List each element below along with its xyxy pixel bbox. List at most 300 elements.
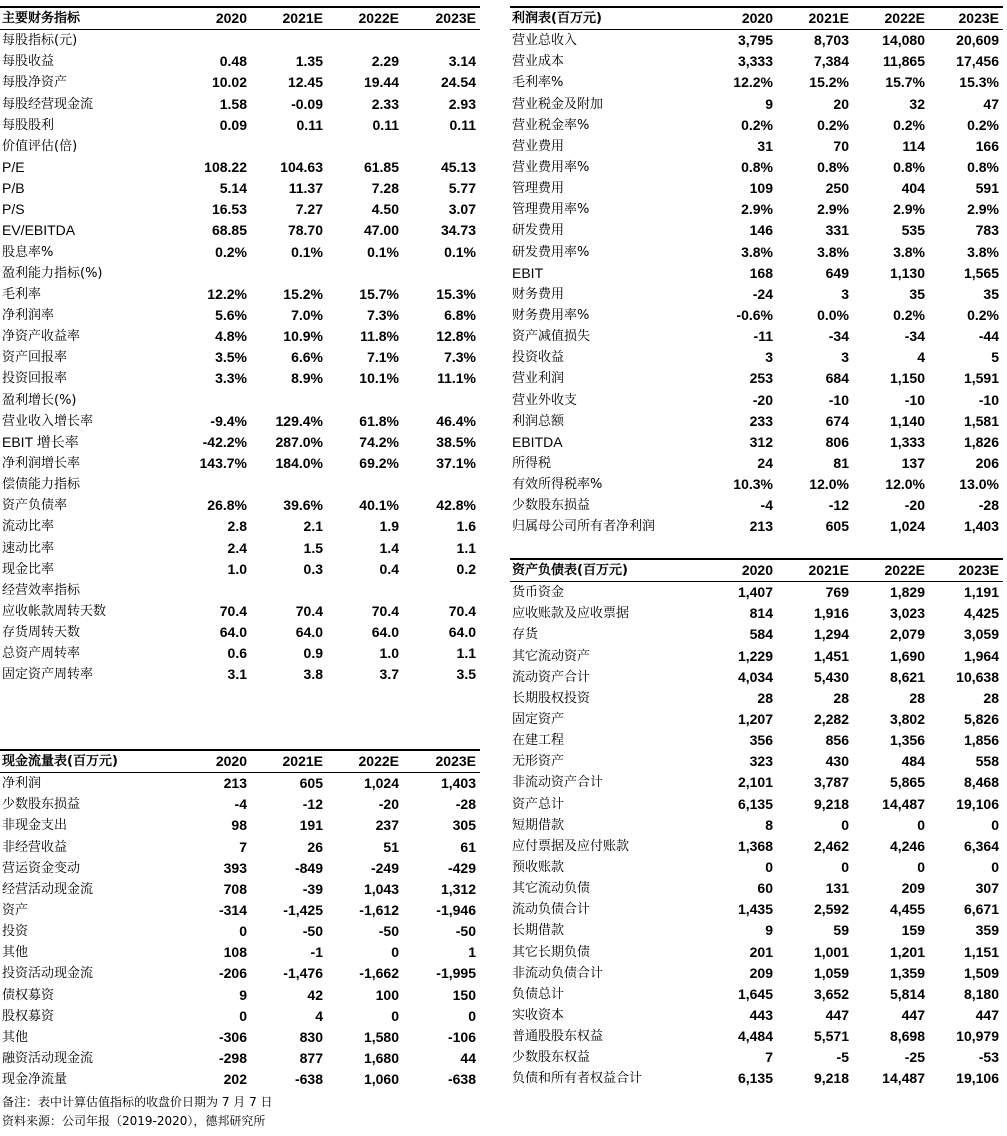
row-value: 0.2 <box>456 560 476 577</box>
row-value: 3.3% <box>215 370 247 387</box>
table-row <box>510 963 1003 984</box>
year-header: 2022E <box>327 750 403 773</box>
row-value: 0.8% <box>893 159 925 176</box>
row-value: 3 <box>841 349 849 366</box>
row-value: 7 <box>239 838 247 855</box>
table-row <box>0 1069 480 1090</box>
table-row <box>510 772 1003 793</box>
row-value: -11 <box>753 328 773 345</box>
row-label: 负债和所有者权益合计 <box>512 1071 643 1087</box>
row-value: -1,946 <box>436 902 476 919</box>
row-value: 2.33 <box>371 95 399 112</box>
row-value: 14,080 <box>882 32 925 49</box>
row-value <box>251 580 327 601</box>
row-label: 资产回报率 <box>2 350 68 366</box>
section-header-row <box>0 390 480 411</box>
income-statement-table <box>510 6 1003 538</box>
row-value: 5.14 <box>219 180 247 197</box>
row-label: 非流动负债合计 <box>512 965 604 981</box>
row-value: 6,135 <box>737 795 773 812</box>
row-value: 10,979 <box>956 1028 999 1045</box>
row-value: 2,592 <box>813 901 849 918</box>
row-label: 投资 <box>2 924 29 940</box>
row-label: 资产总计 <box>512 796 565 812</box>
row-value: 17,456 <box>956 53 999 70</box>
row-value: 137 <box>901 455 925 472</box>
row-value: 0 <box>991 816 999 833</box>
row-value: 605 <box>825 518 849 535</box>
row-value: 1,207 <box>737 711 773 728</box>
row-label: 营业成本 <box>512 54 565 70</box>
table-row <box>510 899 1003 920</box>
row-label: 存货 <box>512 627 539 643</box>
table-title: 现金流量表(百万元) <box>0 750 180 773</box>
row-value: 28 <box>909 689 925 706</box>
row-value: 0.1% <box>367 243 399 260</box>
row-value: 7 <box>765 1049 773 1066</box>
footnotes <box>2 1093 273 1131</box>
row-label: 研发费用率% <box>512 244 590 260</box>
row-value: 15.7% <box>885 74 925 91</box>
row-value: 1,856 <box>963 732 999 749</box>
row-value <box>251 263 327 284</box>
row-value: 34.73 <box>440 222 476 239</box>
row-value: 15.2% <box>283 285 323 302</box>
row-value: 7,384 <box>813 53 849 70</box>
row-value: 11,865 <box>882 53 925 70</box>
row-value: 1,359 <box>889 964 925 981</box>
row-value: 1,565 <box>963 264 999 281</box>
row-label: 净利润率 <box>2 308 55 324</box>
row-value: 287.0% <box>275 433 323 450</box>
table-row <box>0 115 480 136</box>
year-header: 2023E <box>929 559 1003 582</box>
row-value: -50 <box>302 923 323 940</box>
row-value: 98 <box>231 817 247 834</box>
row-value: 69.2% <box>359 455 399 472</box>
cash-flow-table <box>0 749 480 1090</box>
table-row <box>0 1006 480 1027</box>
row-value: -34 <box>828 328 849 345</box>
row-value <box>403 136 480 157</box>
table-row <box>0 1048 480 1069</box>
row-label: 短期借款 <box>512 817 565 833</box>
row-value: 2.9% <box>893 201 925 218</box>
table-row <box>510 51 1003 72</box>
table-row <box>510 815 1003 836</box>
row-value: 3.7 <box>379 666 399 683</box>
row-value: 0.4 <box>379 560 399 577</box>
year-header: 2020 <box>693 559 777 582</box>
row-value: -314 <box>218 902 247 919</box>
row-value: 47 <box>983 95 999 112</box>
row-value <box>403 30 480 52</box>
row-value: 2.1 <box>303 518 323 535</box>
row-value: 159 <box>901 922 925 939</box>
row-value: 3,802 <box>889 711 925 728</box>
table-row <box>0 94 480 115</box>
row-value <box>180 390 251 411</box>
row-value: 253 <box>749 370 773 387</box>
row-value: -10 <box>904 391 925 408</box>
row-value: 46.4% <box>436 412 476 429</box>
row-value: 8.9% <box>291 370 323 387</box>
row-value: 2,282 <box>813 711 849 728</box>
row-value: 104.63 <box>280 159 323 176</box>
row-value: 1,001 <box>813 943 849 960</box>
row-value: 3,059 <box>963 626 999 643</box>
table-row <box>0 858 480 879</box>
row-value: 856 <box>825 732 849 749</box>
row-label: 少数股东损益 <box>2 797 81 813</box>
row-value: 4,034 <box>737 668 773 685</box>
row-label: 所得税 <box>512 456 552 472</box>
row-value: 35 <box>909 285 925 302</box>
row-value: 42 <box>307 986 323 1003</box>
table-row <box>0 284 480 305</box>
row-value: 12.2% <box>207 285 247 302</box>
row-value: 1.1 <box>456 645 476 662</box>
row-value: -24 <box>752 285 773 302</box>
row-label: 营业总收入 <box>512 33 578 49</box>
row-value: 146 <box>749 222 773 239</box>
year-header: 2021E <box>777 559 853 582</box>
table-row <box>0 963 480 984</box>
row-value: -206 <box>218 965 247 982</box>
row-label: 应收账款及应收票据 <box>512 606 630 622</box>
row-value: 1,059 <box>813 964 849 981</box>
row-value: 3.8% <box>817 243 849 260</box>
row-value: 6.8% <box>444 307 476 324</box>
row-value: 42.8% <box>436 497 476 514</box>
row-value: 7.3% <box>444 349 476 366</box>
row-label: 每股指标(元) <box>2 33 78 49</box>
row-value: 649 <box>825 264 849 281</box>
row-value: 40.1% <box>359 497 399 514</box>
table-row <box>0 516 480 537</box>
row-value: 0.1% <box>444 243 476 260</box>
row-label: 融资活动现金流 <box>2 1051 94 1067</box>
row-value: 0.2% <box>817 116 849 133</box>
row-value: 1.0 <box>379 645 399 662</box>
table-row <box>510 667 1003 688</box>
row-value: 64.0 <box>295 624 323 641</box>
row-label: 净资产收益率 <box>2 329 81 345</box>
row-label: 每股收益 <box>2 54 55 70</box>
row-value: 8,703 <box>813 32 849 49</box>
row-value: 15.3% <box>436 285 476 302</box>
row-value: 2.4 <box>227 539 247 556</box>
table-row <box>510 1047 1003 1068</box>
row-value: 45.13 <box>440 159 476 176</box>
table-row <box>0 538 480 559</box>
row-value: 3,652 <box>813 985 849 1002</box>
row-value: 1,312 <box>440 880 476 897</box>
row-value: 3.8% <box>967 243 999 260</box>
row-value: 814 <box>749 605 773 622</box>
row-value: 5,814 <box>889 985 925 1002</box>
row-value: 5.6% <box>215 307 247 324</box>
row-value: 28 <box>833 689 849 706</box>
row-label: 资产负债率 <box>2 498 68 514</box>
row-value: 237 <box>375 817 399 834</box>
row-value: 81 <box>833 455 849 472</box>
row-value: 233 <box>749 412 773 429</box>
row-value: 3.5 <box>456 666 476 683</box>
row-label: 其它流动负债 <box>512 881 591 897</box>
row-value: 1,201 <box>889 943 925 960</box>
row-label: 资产 <box>2 903 29 919</box>
row-value: 1.9 <box>379 518 399 535</box>
table-row <box>510 624 1003 645</box>
table-header-row <box>0 750 480 773</box>
row-label: 营业收入增长率 <box>2 413 94 429</box>
row-value: 0.2% <box>893 116 925 133</box>
row-value: 9 <box>239 986 247 1003</box>
table-row <box>0 432 480 453</box>
row-value: 605 <box>299 775 323 792</box>
row-value: 70 <box>833 137 849 154</box>
row-value: 0 <box>917 859 925 876</box>
row-value: 2,462 <box>813 837 849 854</box>
row-value: 8,180 <box>963 985 999 1002</box>
table-row <box>510 878 1003 899</box>
row-value: -1,662 <box>359 965 399 982</box>
table-row <box>510 94 1003 115</box>
table-row <box>0 453 480 474</box>
row-value: -106 <box>447 1028 476 1045</box>
table-row <box>0 305 480 326</box>
row-value: 0 <box>841 859 849 876</box>
row-value: 1,964 <box>963 647 999 664</box>
row-label: 应付票据及应付账款 <box>512 838 630 854</box>
row-value: 4.8% <box>215 328 247 345</box>
row-value: 1,151 <box>963 943 999 960</box>
year-header: 2020 <box>693 7 777 30</box>
row-label: 财务费用率% <box>512 308 590 324</box>
row-value: 150 <box>452 986 476 1003</box>
row-value: -298 <box>218 1050 247 1067</box>
row-label: 盈利增长(%) <box>2 392 77 408</box>
row-label: 每股股利 <box>2 117 55 133</box>
row-value: 0 <box>841 816 849 833</box>
row-value: 143.7% <box>199 455 247 472</box>
section-header-row <box>0 136 480 157</box>
row-label: 经营效率指标 <box>2 582 81 598</box>
row-value: -249 <box>370 859 399 876</box>
row-label: 应收帐款周转天数 <box>2 604 107 619</box>
row-value: 769 <box>825 584 849 601</box>
row-value: 684 <box>825 370 849 387</box>
table-row <box>510 920 1003 941</box>
row-value: 5,826 <box>963 711 999 728</box>
row-label: 非现金支出 <box>2 818 68 834</box>
table-row <box>0 157 480 178</box>
row-value: 9 <box>765 922 773 939</box>
row-value: 26.8% <box>207 497 247 514</box>
section-header-row <box>0 474 480 495</box>
year-header: 2023E <box>929 7 1003 30</box>
table-row <box>510 516 1003 537</box>
row-value: -1,612 <box>359 902 399 919</box>
table-row <box>510 646 1003 667</box>
row-label: 经营活动现金流 <box>2 881 94 897</box>
table-row <box>0 643 480 664</box>
row-value: 708 <box>223 880 247 897</box>
row-value: 0 <box>239 923 247 940</box>
table-row <box>510 603 1003 624</box>
row-value: 0.11 <box>449 116 476 133</box>
row-value: 806 <box>825 433 849 450</box>
row-value: 166 <box>975 137 999 154</box>
row-value: 2,101 <box>737 774 773 791</box>
row-value: 0.11 <box>296 116 323 133</box>
row-value: 1,140 <box>889 412 925 429</box>
row-value: -10 <box>978 391 999 408</box>
row-value: 0 <box>468 1007 476 1024</box>
row-value: -39 <box>302 880 323 897</box>
row-value: 2.8 <box>227 518 247 535</box>
row-value: 3.8 <box>303 666 323 683</box>
row-value: 108.22 <box>204 159 247 176</box>
row-value: -50 <box>378 923 399 940</box>
table-row <box>510 1026 1003 1047</box>
row-value: 70.4 <box>219 603 247 619</box>
balance-sheet-table <box>510 558 1003 1090</box>
table-header-row <box>510 7 1003 30</box>
row-value: -20 <box>752 391 773 408</box>
table-row <box>510 1005 1003 1026</box>
row-value: 1,368 <box>737 837 773 854</box>
table-row <box>510 474 1003 495</box>
row-value: 1,191 <box>963 584 999 601</box>
row-label: EV/EBITDA <box>2 222 76 239</box>
year-header: 2022E <box>327 7 403 30</box>
row-value: 2,079 <box>889 626 925 643</box>
row-value: 0 <box>991 859 999 876</box>
row-value: 1,356 <box>889 732 925 749</box>
row-value: 447 <box>975 1007 999 1024</box>
row-label: 现金比率 <box>2 561 55 577</box>
row-value: 209 <box>901 880 925 897</box>
row-value: 484 <box>901 753 925 770</box>
row-value: -42.2% <box>202 433 247 450</box>
row-value: 37.1% <box>436 455 476 472</box>
row-value: 9 <box>765 95 773 112</box>
row-value: 31 <box>757 137 773 154</box>
row-value: 39.6% <box>283 497 323 514</box>
row-value: 0.8% <box>967 159 999 176</box>
row-value: -1,995 <box>436 965 476 982</box>
row-value <box>327 474 403 495</box>
row-value: 38.5% <box>436 433 476 450</box>
row-value: -9.4% <box>210 412 247 429</box>
row-value: 1,916 <box>813 605 849 622</box>
row-label: P/E <box>2 159 25 176</box>
row-label: 盈利能力指标(%) <box>2 265 103 281</box>
table-row <box>510 115 1003 136</box>
row-value: 114 <box>902 137 925 154</box>
table-row <box>510 72 1003 93</box>
row-value: 4.50 <box>371 201 399 218</box>
row-value: 11.37 <box>288 180 323 197</box>
row-label: 每股经营现金流 <box>2 96 94 112</box>
row-value: 1.6 <box>456 518 476 535</box>
row-value: 4,455 <box>889 901 925 918</box>
row-value: 12.45 <box>287 74 323 91</box>
table-header-row <box>510 559 1003 582</box>
row-value: 4 <box>315 1007 323 1024</box>
row-value: -28 <box>978 497 999 514</box>
row-value: 877 <box>299 1050 323 1067</box>
row-value: 6,671 <box>963 901 999 918</box>
row-value: 59 <box>833 922 849 939</box>
row-value: 8 <box>765 816 773 833</box>
year-header: 2021E <box>251 750 327 773</box>
row-value: 64.0 <box>219 624 247 641</box>
row-value: 9,218 <box>813 1070 849 1087</box>
row-value: 6.6% <box>291 349 323 366</box>
row-value: 20,609 <box>956 32 999 49</box>
table-row <box>0 622 480 643</box>
table-row <box>0 773 480 795</box>
row-value: 213 <box>749 518 773 535</box>
row-value: 1,294 <box>813 626 849 643</box>
row-value: 1,130 <box>889 264 925 281</box>
row-label: 净利润增长率 <box>2 456 81 472</box>
row-label: 实收资本 <box>512 1008 565 1024</box>
row-value: 783 <box>975 222 999 239</box>
row-value: 0.2% <box>967 116 999 133</box>
table-row <box>510 582 1003 604</box>
row-label: 毛利率 <box>2 286 42 302</box>
row-value: 6,135 <box>737 1070 773 1087</box>
year-header: 2022E <box>853 7 929 30</box>
row-label: 投资回报率 <box>2 371 68 387</box>
row-value: -849 <box>294 859 323 876</box>
row-value: 109 <box>749 180 773 197</box>
row-value: 3.8% <box>893 243 925 260</box>
row-label: 流动负债合计 <box>512 902 591 918</box>
row-value: 129.4% <box>275 412 323 429</box>
row-label: 净利润 <box>2 776 42 792</box>
row-value: 0.0% <box>817 307 849 324</box>
row-value: 2.9% <box>817 201 849 218</box>
row-value: 0.1% <box>291 243 323 260</box>
year-header: 2021E <box>251 7 327 30</box>
row-label: 总资产周转率 <box>2 646 81 662</box>
main-ratios-table <box>0 6 480 686</box>
row-value: 3,023 <box>889 605 925 622</box>
row-value: 0.2% <box>215 243 247 260</box>
row-value: 1.4 <box>379 539 399 556</box>
row-value: -0.6% <box>736 307 773 324</box>
row-value: 11.1% <box>437 370 476 387</box>
row-label: 负债总计 <box>512 986 565 1002</box>
row-label: EBIT 增长率 <box>2 433 79 450</box>
row-value: 323 <box>749 753 773 770</box>
row-value: -53 <box>978 1049 999 1066</box>
row-value: -28 <box>455 796 476 813</box>
table-row <box>510 284 1003 305</box>
table-row <box>510 857 1003 878</box>
row-value: 7.27 <box>295 201 323 218</box>
row-value: -25 <box>904 1049 925 1066</box>
row-value: 1.58 <box>219 95 247 112</box>
row-value: -1,476 <box>283 965 323 982</box>
row-label: 管理费用 <box>512 181 565 197</box>
row-value: 3 <box>765 349 773 366</box>
